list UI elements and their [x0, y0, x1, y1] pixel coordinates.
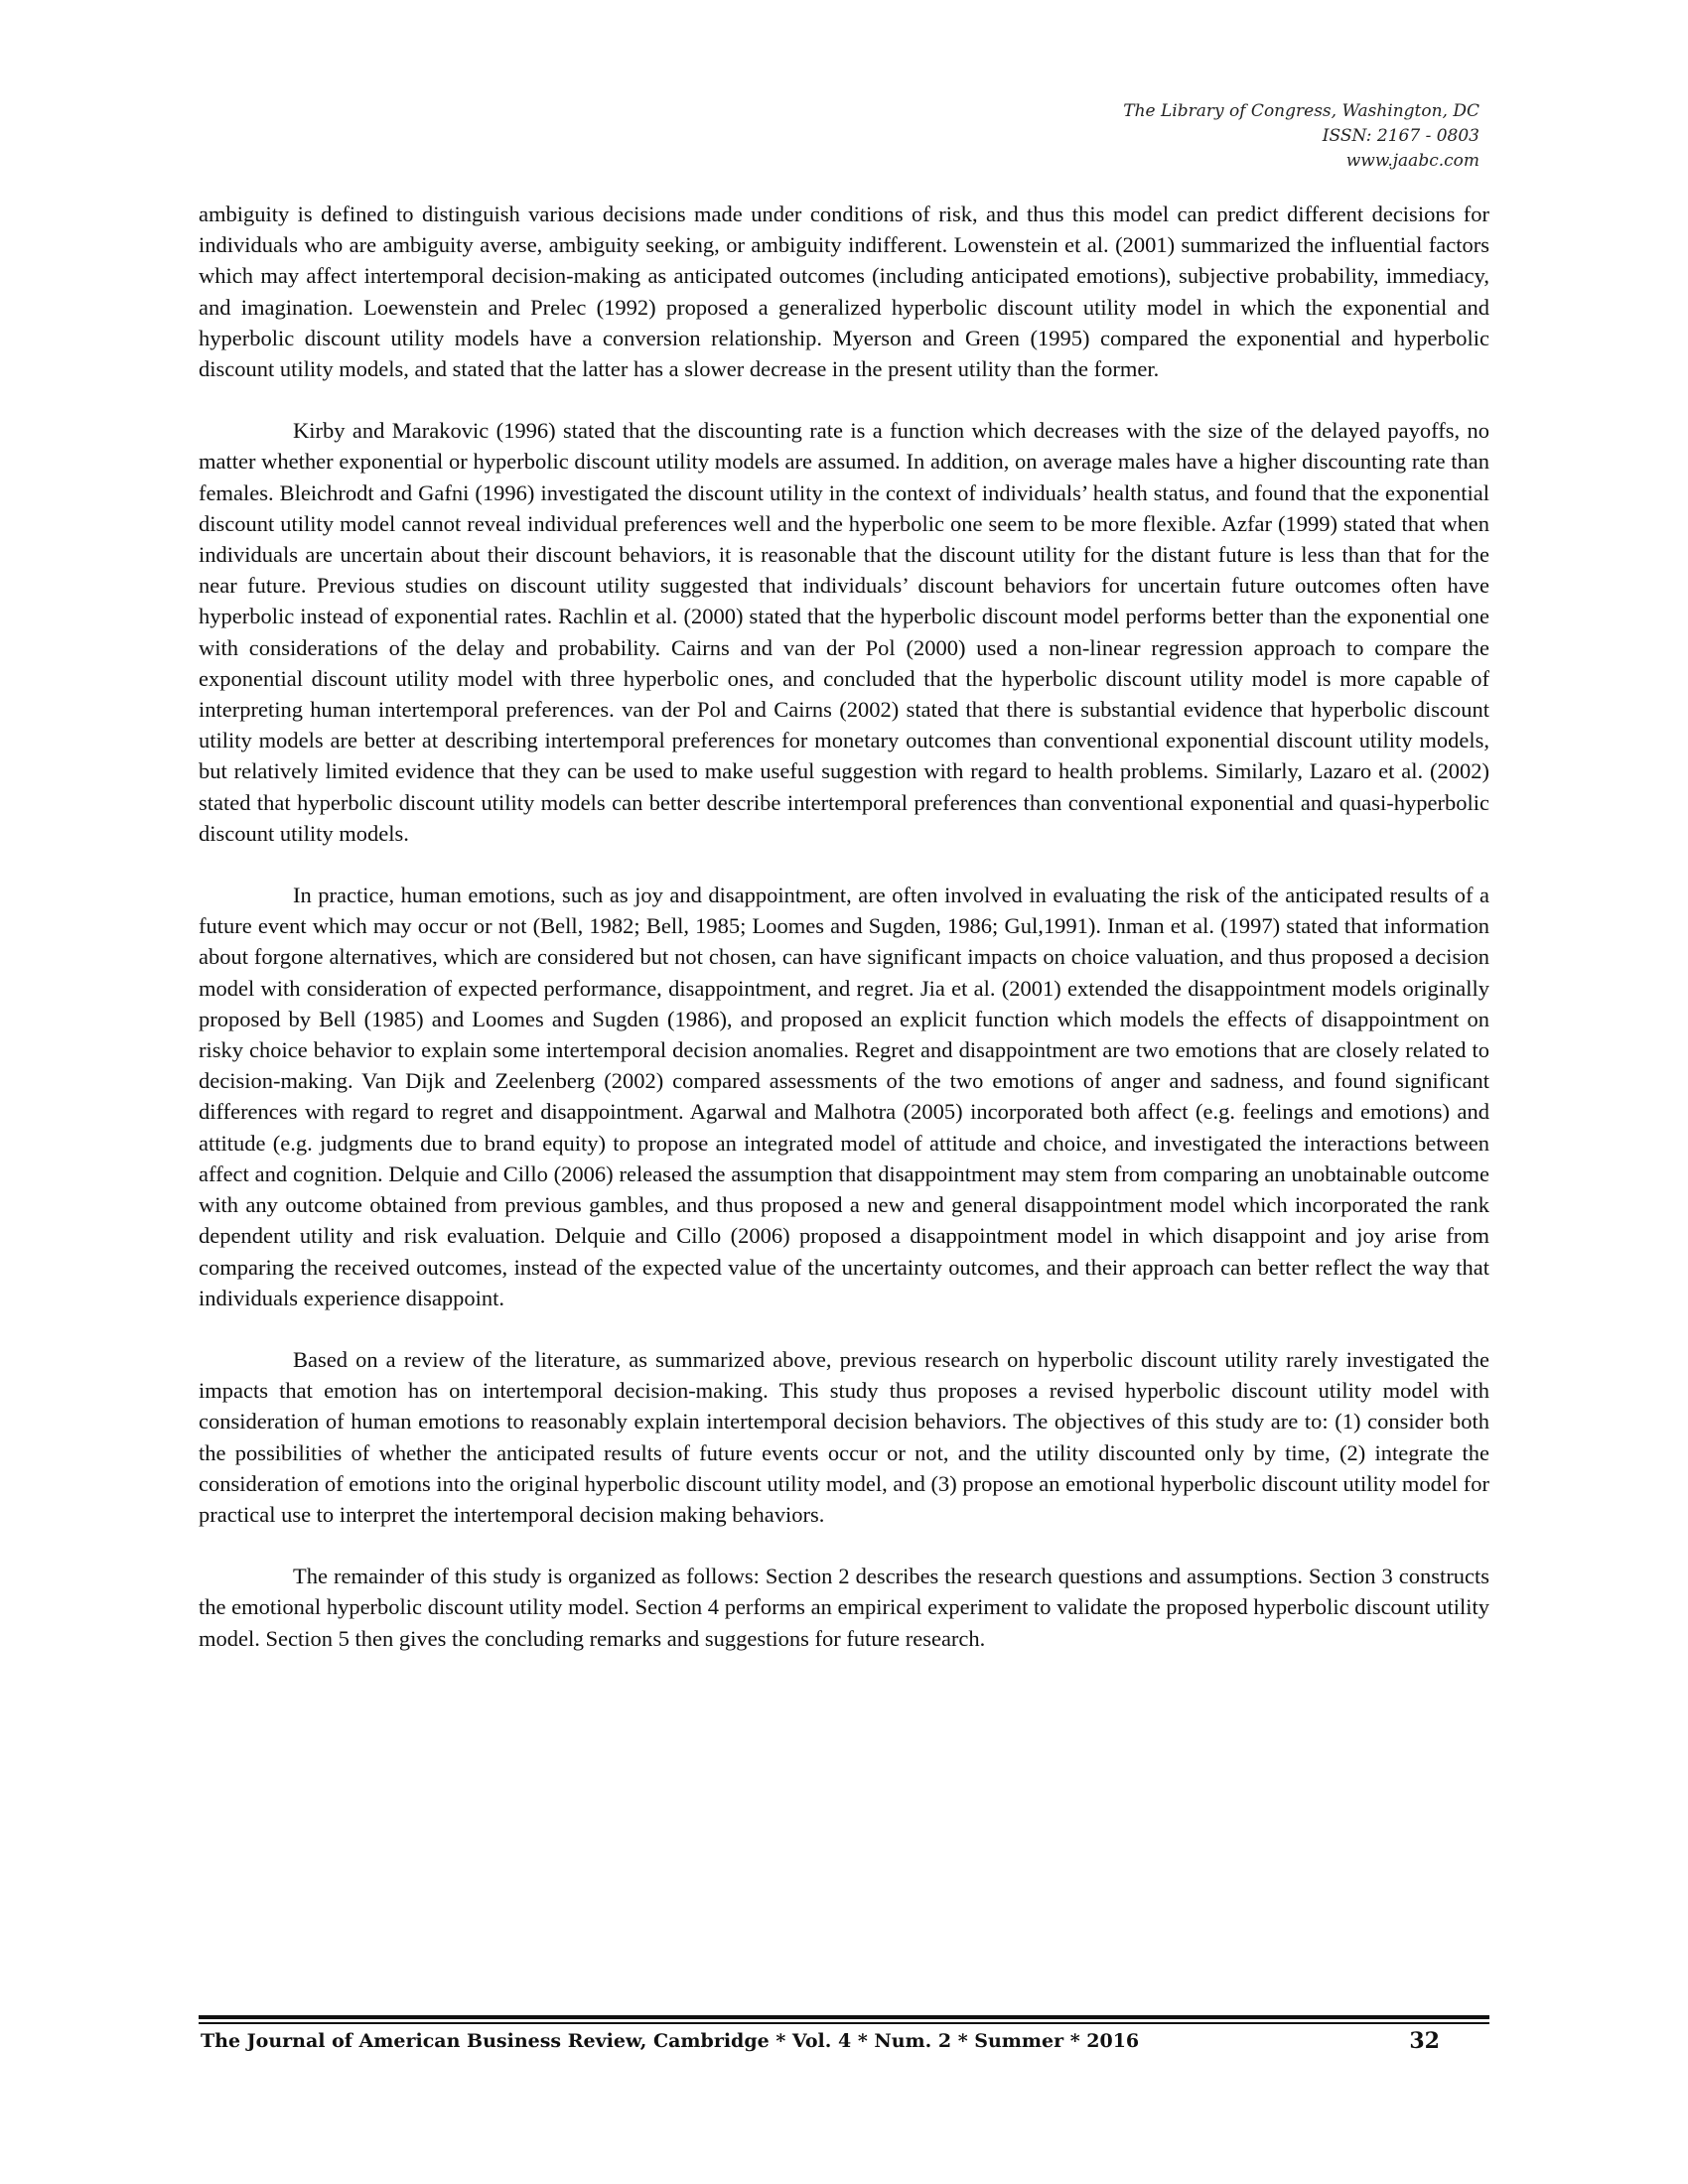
footer-rule-thin [199, 2022, 1489, 2024]
header-website: www.jaabc.com [1345, 151, 1479, 171]
footer-journal-citation: The Journal of American Business Review, Cambridge * Vol. 4 * Num. 2 * Summer * 2016 [201, 2030, 1140, 2052]
header-publisher: The Library of Congress, Washington, DC [1123, 101, 1479, 121]
paragraph-organization: The remainder of this study is organized as follows: Section 2 describes the research questions and assumptions. Section 3 constructs the emotional hyperbolic discount utility model. Section 4 performs an empirical experiment to validate the proposed hyperbolic discount utility model. Section 5 then gives the concluding remarks and suggestions for future research. [199, 1564, 1489, 1651]
header-issn: ISSN: 2167 - 0803 [1322, 126, 1479, 146]
paragraph-continuation: ambiguity is defined to distinguish various decisions made under conditions of risk, and thus this model can predict different decisions for individuals who are ambiguity averse, ambiguity seeking, or ambiguity indifferent. Lowenstein et al. (2001) summarized the influential factors which may affect intertemporal decision-making as anticipated outcomes (including anticipated emotions), subjective probability, immediacy, and imagination. Loewenstein and Prelec (1992) proposed a generalized hyperbolic discount utility model in which the exponential and hyperbolic discount utility models have a conversion relationship. Myerson and Green (1995) compared the exponential and hyperbolic discount utility models, and stated that the latter has a slower decrease in the present utility than the former. [199, 202, 1489, 382]
paragraph-objectives: Based on a review of the literature, as summarized above, previous research on hyperbolic discount utility rarely investigated the impacts that emotion has on intertemporal decision-making. This study thus proposes a revised hyperbolic discount utility model with consideration of human emotions to reasonably explain intertemporal decision behaviors. The objectives of this study are to: (1) consider both the possibilities of whether the anticipated results of future events occur or not, and the utility discounted only by time, (2) integrate the consideration of emotions into the original hyperbolic discount utility model, and (3) propose an emotional hyperbolic discount utility model for practical use to interpret the intertemporal decision making behaviors. [199, 1346, 1489, 1527]
page-number: 32 [1409, 2028, 1440, 2054]
paragraph-emotions: In practice, human emotions, such as joy and disappointment, are often involved in evaluating the risk of the anticipated results of a future event which may occur or not (Bell, 1982; Bell, 1985; Loomes and Sugden, 1986; Gul,1991). Inman et al. (1997) stated that information about forgone alternatives, which are considered but not chosen, can have significant impacts on choice valuation, and thus proposed a decision model with consideration of expected performance, disappointment, and regret. Jia et al. (2001) extended the disappointment models originally proposed by Bell (1985) and Loomes and Sugden (1986), and proposed an explicit function which models the effects of disappointment on risky choice behavior to explain some intertemporal decision anomalies. Regret and disappointment are two emotions that are closely related to decision-making. Van Dijk and Zeelenberg (2002) compared assessments of the two emotions of anger and sadness, and found significant differences with regard to regret and disappointment. Agarwal and Malhotra (2005) incorporated both affect (e.g. feelings and emotions) and attitude (e.g. judgments due to brand equity) to propose an integrated model of attitude and choice, and investigated the interactions between affect and cognition. Delquie and Cillo (2006) released the assumption that disappointment may stem from comparing an unobtainable outcome with any outcome obtained from previous gambles, and thus proposed a new and general disappointment model which incorporated the rank dependent utility and risk evaluation. Delquie and Cillo (2006) proposed a disappointment model in which disappoint and joy arise from comparing the received outcomes, instead of the expected value of the uncertainty outcomes, and their approach can better reflect the way that individuals experience disappoint. [199, 883, 1489, 1310]
article-body [199, 199, 1489, 1685]
page-header [1123, 99, 1479, 174]
footer-rule-thick [199, 2015, 1489, 2019]
paragraph-discount-rate-studies: Kirby and Marakovic (1996) stated that the discounting rate is a function which decreases with the size of the delayed payoffs, no matter whether exponential or hyperbolic discount utility models are assumed. In addition, on average males have a higher discounting rate than females. Bleichrodt and Gafni (1996) investigated the discount utility in the context of individuals’ health status, and found that the exponential discount utility model cannot reveal individual preferences well and the hyperbolic one seem to be more flexible. Azfar (1999) stated that when individuals are uncertain about their discount behaviors, it is reasonable that the discount utility for the distant future is less than that for the near future. Previous studies on discount utility suggested that individuals’ discount behaviors for uncertain future outcomes often have hyperbolic instead of exponential rates. Rachlin et al. (2000) stated that the hyperbolic discount model performs better than the exponential one with considerations of the delay and probability. Cairns and van der Pol (2000) used a non-linear regression approach to compare the exponential discount utility model with three hyperbolic ones, and concluded that the hyperbolic discount utility model is more capable of interpreting human intertemporal preferences. van der Pol and Cairns (2002) stated that there is substantial evidence that hyperbolic discount utility models are better at describing intertemporal preferences for monetary outcomes than conventional exponential discount utility models, but relatively limited evidence that they can be used to make useful suggestion with regard to health problems. Similarly, Lazaro et al. (2002) stated that hyperbolic discount utility models can better describe intertemporal preferences than conventional exponential and quasi-hyperbolic discount utility models. [199, 418, 1489, 846]
